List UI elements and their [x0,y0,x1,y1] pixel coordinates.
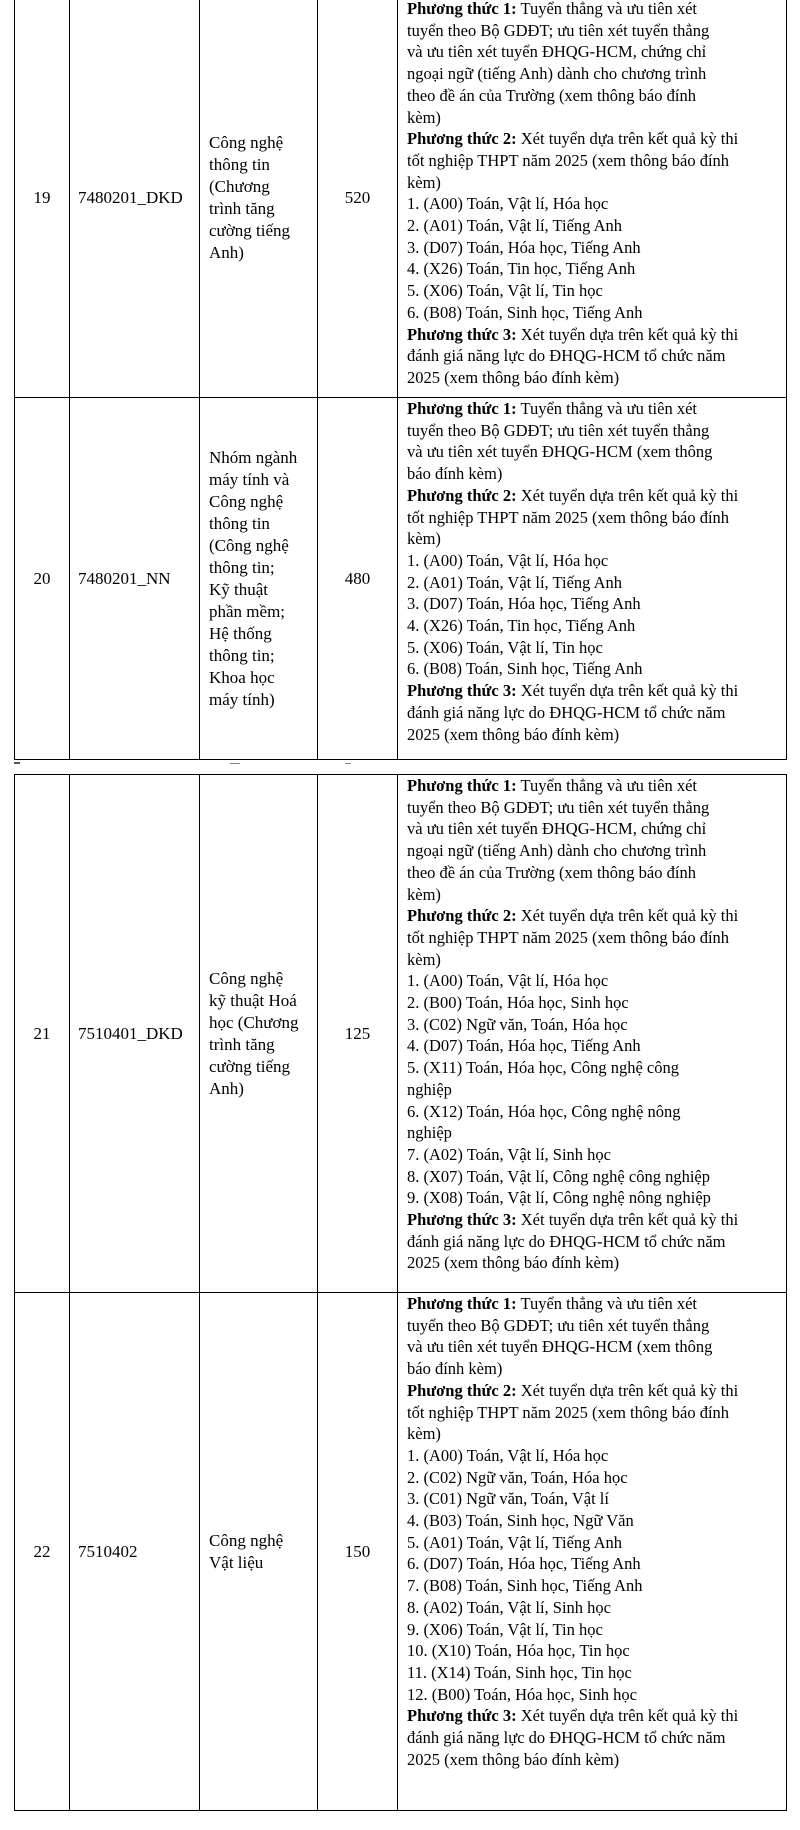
subject-combination: 4. (X26) Toán, Tin học, Tiếng Anh [407,616,636,636]
m1-text: Tuyển thẳng và ưu tiên xét [516,776,697,795]
m1-label: Phương thức 1: [407,399,517,418]
subject-combination: 9. (X08) Toán, Vật lí, Công nghệ nông nghiệp [407,1188,711,1208]
subject-combination: 5. (X06) Toán, Vật lí, Tin học [407,637,603,657]
subject-combination: nghiệp [407,1123,452,1143]
subject-combination: 6. (B08) Toán, Sinh học, Tiếng Anh [407,659,643,679]
m3-label: Phương thức 3: [407,324,517,344]
subject-combination: 2. (A01) Toán, Vật lí, Tiếng Anh [407,572,623,592]
page-break-mark [230,763,240,764]
major-name-line: kỹ thuật Hoá [209,990,297,1010]
admission-methods [398,0,787,398]
subject-combination: 6. (X12) Toán, Hóa học, Công nghệ nông [407,1101,681,1121]
m1-line: và ưu tiên xét tuyển ĐHQG-HCM, chứng chỉ [407,42,707,62]
subject-combination: 6. (D07) Toán, Hóa học, Tiếng Anh [407,1554,641,1574]
quota: 480 [318,398,398,760]
subject-combination: 3. (D07) Toán, Hóa học, Tiếng Anh [407,594,641,614]
subject-combination: 9. (X06) Toán, Vật lí, Tin học [407,1619,603,1639]
major-name-line: thông tin [209,513,270,533]
m3-line: đánh giá năng lực do ĐHQG-HCM tổ chức năm [407,1231,726,1251]
subject-combination: 2. (C02) Ngữ văn, Toán, Hóa học [407,1467,628,1487]
row-number: 21 [15,775,70,1293]
admissions-table-part-1 [14,0,787,760]
m2-text: Xét tuyển dựa trên kết quả kỳ thi [516,1380,739,1400]
m2-line: kèm) [407,172,441,192]
m2-line: tốt nghiệp THPT năm 2025 (xem thông báo đính [407,927,730,947]
m2-line: kèm) [407,1424,441,1444]
m1-line: theo đề án của Trường (xem thông báo đính [407,85,696,105]
m3-text: Xét tuyển dựa trên kết quả kỳ thi [516,681,739,701]
subject-combination: 7. (A02) Toán, Vật lí, Sinh học [407,1144,612,1164]
subject-combination: 2. (A01) Toán, Vật lí, Tiếng Anh [407,216,623,236]
major-name-line: học (Chương [209,1012,299,1032]
subject-combination: 1. (A00) Toán, Vật lí, Hóa học [407,194,609,214]
m1-line [407,1293,778,1315]
subject-combination: 6. (B08) Toán, Sinh học, Tiếng Anh [407,302,643,322]
m2-line [407,485,778,507]
m1-label: Phương thức 1: [407,0,517,18]
m1-line: báo đính kèm) [407,1359,503,1379]
m3-line: đánh giá năng lực do ĐHQG-HCM tổ chức năm [407,702,726,722]
subject-combination: 5. (X06) Toán, Vật lí, Tin học [407,281,603,301]
subject-combination: 11. (X14) Toán, Sinh học, Tin học [407,1662,632,1682]
m3-line [407,680,778,702]
m1-line: tuyển theo Bộ GDĐT; ưu tiên xét tuyển thẳng [407,20,710,40]
major-name-line: cường tiếng [209,220,290,240]
major-name-line: thông tin [209,154,270,174]
m3-line [407,324,778,346]
m1-text: Tuyển thẳng và ưu tiên xét [516,399,697,418]
row-number: 20 [15,398,70,760]
major-code: 7480201_NN [70,398,200,760]
m1-line [407,398,778,420]
major-name [200,775,318,1293]
major-name-line: Anh) [209,242,244,262]
m3-line: 2025 (xem thông báo đính kèm) [407,724,620,744]
subject-combination: 1. (A00) Toán, Vật lí, Hóa học [407,1445,609,1465]
m3-text: Xét tuyển dựa trên kết quả kỳ thi [516,324,739,344]
row-number: 19 [15,0,70,398]
major-name-line: trình tăng [209,198,275,218]
major-name-line: Công nghệ [209,132,284,152]
major-name-line: Công nghệ [209,1530,284,1550]
admissions-table-part-2 [14,774,787,1811]
m1-text: Tuyển thẳng và ưu tiên xét [516,0,697,18]
m3-line: 2025 (xem thông báo đính kèm) [407,1749,620,1769]
m3-text: Xét tuyển dựa trên kết quả kỳ thi [516,1210,739,1230]
m2-text: Xét tuyển dựa trên kết quả kỳ thi [516,129,739,149]
m2-line: tốt nghiệp THPT năm 2025 (xem thông báo đính [407,150,730,170]
major-name-line: Công nghệ [209,968,284,988]
table-row [15,1293,787,1811]
m2-line: tốt nghiệp THPT năm 2025 (xem thông báo đính [407,1402,730,1422]
subject-combination: 1. (A00) Toán, Vật lí, Hóa học [407,971,609,991]
m3-line: đánh giá năng lực do ĐHQG-HCM tổ chức năm [407,346,726,366]
m1-line: kèm) [407,107,441,127]
m1-line: tuyển theo Bộ GDĐT; ưu tiên xét tuyển thẳng [407,1315,710,1335]
m1-line: kèm) [407,884,441,904]
m1-label: Phương thức 1: [407,776,517,795]
subject-combination: 8. (A02) Toán, Vật lí, Sinh học [407,1597,612,1617]
m1-line: và ưu tiên xét tuyển ĐHQG-HCM (xem thông [407,1337,713,1357]
m3-line [407,1209,778,1231]
major-name [200,0,318,398]
quota: 150 [318,1293,398,1811]
m1-line: tuyển theo Bộ GDĐT; ưu tiên xét tuyển thẳng [407,797,710,817]
m2-text: Xét tuyển dựa trên kết quả kỳ thi [516,485,739,505]
m2-line: tốt nghiệp THPT năm 2025 (xem thông báo đính [407,507,730,527]
m2-label: Phương thức 2: [407,129,517,149]
m1-line: báo đính kèm) [407,464,503,484]
major-name-line: trình tăng [209,1034,275,1054]
major-name-line: cường tiếng [209,1056,290,1076]
admission-methods [398,775,787,1293]
m1-line: và ưu tiên xét tuyển ĐHQG-HCM (xem thông [407,442,713,462]
m2-label: Phương thức 2: [407,485,517,505]
major-code: 7510401_DKD [70,775,200,1293]
table-row [15,0,787,398]
subject-combination: 7. (B08) Toán, Sinh học, Tiếng Anh [407,1576,643,1596]
major-name-line: Anh) [209,1078,244,1098]
m2-line [407,128,778,150]
major-name-line: phần mềm; [209,601,286,621]
subject-combination: 5. (X11) Toán, Hóa học, Công nghệ công [407,1058,679,1078]
major-name-line: Khoa học [209,667,275,687]
m3-label: Phương thức 3: [407,1210,517,1230]
subject-combination: 2. (B00) Toán, Hóa học, Sinh học [407,993,629,1013]
major-name-line: Công nghệ [209,491,284,511]
subject-combination: 4. (D07) Toán, Hóa học, Tiếng Anh [407,1036,641,1056]
major-name [200,1293,318,1811]
m2-label: Phương thức 2: [407,1380,517,1400]
page-break-mark [345,763,351,764]
admission-methods [398,398,787,760]
subject-combination: 4. (X26) Toán, Tin học, Tiếng Anh [407,259,636,279]
m2-line [407,1380,778,1402]
table-row [15,775,787,1293]
major-name-line: Kỹ thuật [209,579,269,599]
m1-line: theo đề án của Trường (xem thông báo đính [407,862,696,882]
subject-combination: 3. (C02) Ngữ văn, Toán, Hóa học [407,1014,628,1034]
major-name-line: máy tính và [209,469,290,489]
m3-line: 2025 (xem thông báo đính kèm) [407,1253,620,1273]
subject-combination: nghiệp [407,1079,452,1099]
major-name-line: thông tin; [209,557,275,577]
subject-combination: 3. (D07) Toán, Hóa học, Tiếng Anh [407,237,641,257]
major-name-line: (Công nghệ [209,535,289,555]
major-code: 7480201_DKD [70,0,200,398]
m3-label: Phương thức 3: [407,681,517,701]
m1-line: ngoại ngữ (tiếng Anh) dành cho chương trình [407,841,707,861]
m3-line [407,1705,778,1727]
m2-text: Xét tuyển dựa trên kết quả kỳ thi [516,906,739,926]
subject-combination: 12. (B00) Toán, Hóa học, Sinh học [407,1684,637,1704]
page-break-mark [14,762,20,764]
table-row [15,398,787,760]
quota: 520 [318,0,398,398]
m1-line [407,0,778,20]
admission-methods [398,1293,787,1811]
major-name [200,398,318,760]
m1-label: Phương thức 1: [407,1294,517,1313]
subject-combination: 10. (X10) Toán, Hóa học, Tin học [407,1641,630,1661]
major-name-line: Vật liệu [209,1552,264,1572]
quota: 125 [318,775,398,1293]
m3-line: 2025 (xem thông báo đính kèm) [407,367,620,387]
major-name-line: thông tin; [209,645,275,665]
major-name-line: máy tính) [209,689,275,709]
m3-line: đánh giá năng lực do ĐHQG-HCM tổ chức năm [407,1728,726,1748]
m2-line: kèm) [407,529,441,549]
m1-line: và ưu tiên xét tuyển ĐHQG-HCM, chứng chỉ [407,819,707,839]
subject-combination: 4. (B03) Toán, Sinh học, Ngữ Văn [407,1511,634,1531]
major-name-line: Nhóm ngành [209,447,298,467]
major-code: 7510402 [70,1293,200,1811]
subject-combination: 8. (X07) Toán, Vật lí, Công nghệ công nghiệp [407,1166,710,1186]
m1-text: Tuyển thẳng và ưu tiên xét [516,1294,697,1313]
major-name-line: Hệ thống [209,623,272,643]
m1-line: tuyển theo Bộ GDĐT; ưu tiên xét tuyển thẳng [407,420,710,440]
m2-line: kèm) [407,949,441,969]
m3-text: Xét tuyển dựa trên kết quả kỳ thi [516,1706,739,1726]
m2-line [407,905,778,927]
subject-combination: 5. (A01) Toán, Vật lí, Tiếng Anh [407,1532,623,1552]
m3-label: Phương thức 3: [407,1706,517,1726]
m1-line: ngoại ngữ (tiếng Anh) dành cho chương trình [407,64,707,84]
subject-combination: 1. (A00) Toán, Vật lí, Hóa học [407,550,609,570]
subject-combination: 3. (C01) Ngữ văn, Toán, Vật lí [407,1489,609,1509]
major-name-line: (Chương [209,176,270,196]
m1-line [407,775,778,797]
row-number: 22 [15,1293,70,1811]
m2-label: Phương thức 2: [407,906,517,926]
